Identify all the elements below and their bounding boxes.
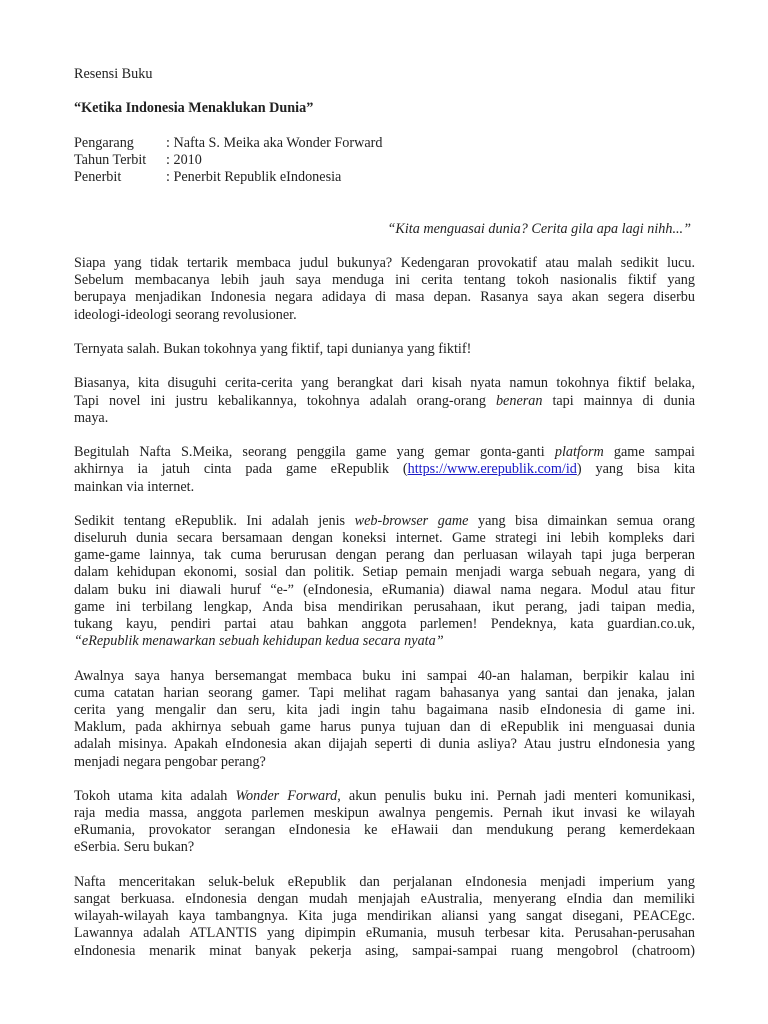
text-line: mainkan via internet. xyxy=(74,478,195,495)
text-run: akhirnya ia jatuh cinta pada game eRepublik ( xyxy=(74,461,408,478)
paragraph-intro xyxy=(74,255,695,324)
paragraph-author xyxy=(74,444,695,496)
text-line xyxy=(74,393,695,410)
text-line: dalam kehidupan ekonomi, sosial dan politik. Setiap pemain menjadi warga sebuah negara, yang di xyxy=(74,564,695,581)
text-line: Siapa yang tidak tertarik membaca judul bukunya? Kedengaran provokatif atau malah sedikit lucu. xyxy=(74,255,695,272)
italic-run: beneran xyxy=(495,392,543,409)
text-line: diseluruh dunia secara bersamaan dengan koneksi internet. Game strategi ini lebih kompleks dari xyxy=(74,530,695,547)
spacer xyxy=(74,358,695,375)
meta-row-author xyxy=(74,135,695,152)
spacer xyxy=(74,771,695,788)
text-line: wilayah-wilayah kaya tambangnya. Kita juga mendirikan aliansi yang sangat disegani, PEACEgc. xyxy=(74,908,695,925)
meta-value: : Penerbit Republik eIndonesia xyxy=(166,169,342,186)
paragraph-reverse xyxy=(74,375,695,427)
text-line xyxy=(74,461,695,478)
text-line: sangat berkuasa. eIndonesia dengan mudah menjajah eAustralia, menyerang eIndia dan memiliki xyxy=(74,891,695,907)
text-line: menjadi negara pengobar perang? xyxy=(74,753,266,770)
book-title: “Ketika Indonesia Menaklukan Dunia” xyxy=(74,100,314,117)
text-line xyxy=(74,513,695,530)
text-run: Tapi novel ini justru kebalikannya, tokohnya adalah orang-orang xyxy=(74,392,486,409)
book-meta xyxy=(74,135,695,187)
spacer xyxy=(74,204,695,221)
spacer xyxy=(74,186,695,203)
paragraph-twist: Ternyata salah. Bukan tokohnya yang fiktif, tapi dunianya yang fiktif! xyxy=(74,341,472,357)
text-run: Tokoh utama kita adalah xyxy=(74,787,228,804)
spacer xyxy=(74,83,695,100)
meta-value: : 2010 xyxy=(166,151,202,168)
spacer xyxy=(74,427,695,444)
text-line: eIndonesia menarik minat banyak pekerja asing, sampai-sampai ruang mengobrol (chatroom) xyxy=(74,942,695,959)
paragraph-erepublik xyxy=(74,513,695,651)
text-run: yang bisa dimainkan semua orang xyxy=(478,512,695,529)
paragraph-main-character xyxy=(74,788,695,857)
text-line: cerita yang mengalir dan seru, kita jadi ingin tahu bagaimana nasib eIndonesia di game ini. xyxy=(74,701,695,718)
meta-label: Penerbit xyxy=(74,169,122,186)
italic-run: Wonder Forward xyxy=(235,787,338,804)
text-line: Biasanya, kita disuguhi cerita-cerita yang berangkat dari kisah nyata namun tokohnya fiktif belaka, xyxy=(74,375,695,392)
spacer xyxy=(74,857,695,874)
spacer xyxy=(74,496,695,513)
text-line: Awalnya saya hanya bersemangat membaca buku ini sampai 40-an halaman, berpikir kalau ini xyxy=(74,667,695,684)
meta-row-publisher xyxy=(74,169,695,186)
text-line: adalah misinya. Apakah eIndonesia akan dijajah seperti di dunia asliya? Atau justru eIndonesia yang xyxy=(74,736,695,753)
paragraph-empire xyxy=(74,874,695,960)
epigraph-quote: “Kita menguasai dunia? Cerita gila apa lagi nihh...” xyxy=(387,220,691,237)
text-run: tapi mainnya di dunia xyxy=(552,392,695,409)
text-line: ideologi-ideologi seorang revolusioner. xyxy=(74,306,297,323)
text-line: raja media massa, anggota parlemen meskipun awalnya pengemis. Pernah ikut invasi ke wilayah xyxy=(74,805,695,822)
text-line: game ini terbilang lengkap, Anda bisa mendirikan perusahaan, ikut perang, jadi taipan media, xyxy=(74,598,695,615)
meta-label: Pengarang xyxy=(74,134,134,151)
text-line: berupaya menjadikan Indonesia negara adidaya di masa depan. Rasanya saya akan segera diserbu xyxy=(74,289,695,306)
text-line: game-game lainnya, tak cuma berurusan dengan perang dan perluasan wilayah tapi juga berperan xyxy=(74,547,695,564)
text-line: Maklum, pada akhirnya sebuah game harus punya tujuan dan di eRepublik ini menguasai dunia xyxy=(74,719,695,736)
document-page xyxy=(74,66,695,960)
italic-run: platform xyxy=(554,444,604,461)
text-line: Lawannya adalah ATLANTIS yang dipimpin eRumania, musuh terbesar kita. Perusahan-perusahan xyxy=(74,925,695,942)
meta-label: Tahun Terbit xyxy=(74,151,147,168)
meta-row-year xyxy=(74,152,695,169)
paragraph-first-impression xyxy=(74,668,695,771)
text-line: dalam buku ini diawali huruf “e-” (eIndonesia, eRumania) diawal nama negara. Modul atau fitur xyxy=(74,581,695,598)
text-line xyxy=(74,788,695,805)
document-label: Resensi Buku xyxy=(74,66,153,82)
text-line xyxy=(74,444,695,461)
spacer xyxy=(74,238,695,255)
text-line: Nafta menceritakan seluk-beluk eRepublik dan perjalanan eIndonesia menjadi imperium yang xyxy=(74,873,695,890)
text-line: eSerbia. Seru bukan? xyxy=(74,839,195,856)
text-run: Sedikit tentang eRepublik. Ini adalah jenis xyxy=(74,512,346,529)
text-run: Begitulah Nafta S.Meika, seorang penggila game yang gemar gonta-ganti xyxy=(74,444,545,461)
italic-run: web-browser game xyxy=(354,512,469,529)
spacer xyxy=(74,650,695,667)
text-line: eRumania, provokator serangan eIndonesia ke eHawaii dan mendukung perang kemerdekaan xyxy=(74,822,695,839)
text-run: game sampai xyxy=(613,444,695,461)
text-line: “eRepublik menawarkan sebuah kehidupan kedua secara nyata” xyxy=(74,633,444,650)
text-line: maya. xyxy=(74,409,109,426)
spacer xyxy=(74,118,695,135)
spacer xyxy=(74,324,695,341)
text-line: tukang kayu, pendiri partai atau bahkan anggota parlemen! Pendeknya, kata guardian.co.uk, xyxy=(74,616,695,632)
text-run: ) yang bisa kita xyxy=(576,461,695,478)
meta-value: : Nafta S. Meika aka Wonder Forward xyxy=(166,134,383,151)
text-line: cuma catatan harian seorang gamer. Tapi melihat ragam bahasanya yang santai dan jenaka, jalan xyxy=(74,684,695,701)
erepublik-link[interactable]: https://www.erepublik.com/id xyxy=(407,461,577,478)
text-line: Sebelum membacanya lebih jauh saya menduga ini cerita tentang tokoh nasionalis fiktif yang xyxy=(74,272,695,289)
text-run: , akun penulis buku ini. Pernah jadi menteri komunikasi, xyxy=(337,787,695,804)
